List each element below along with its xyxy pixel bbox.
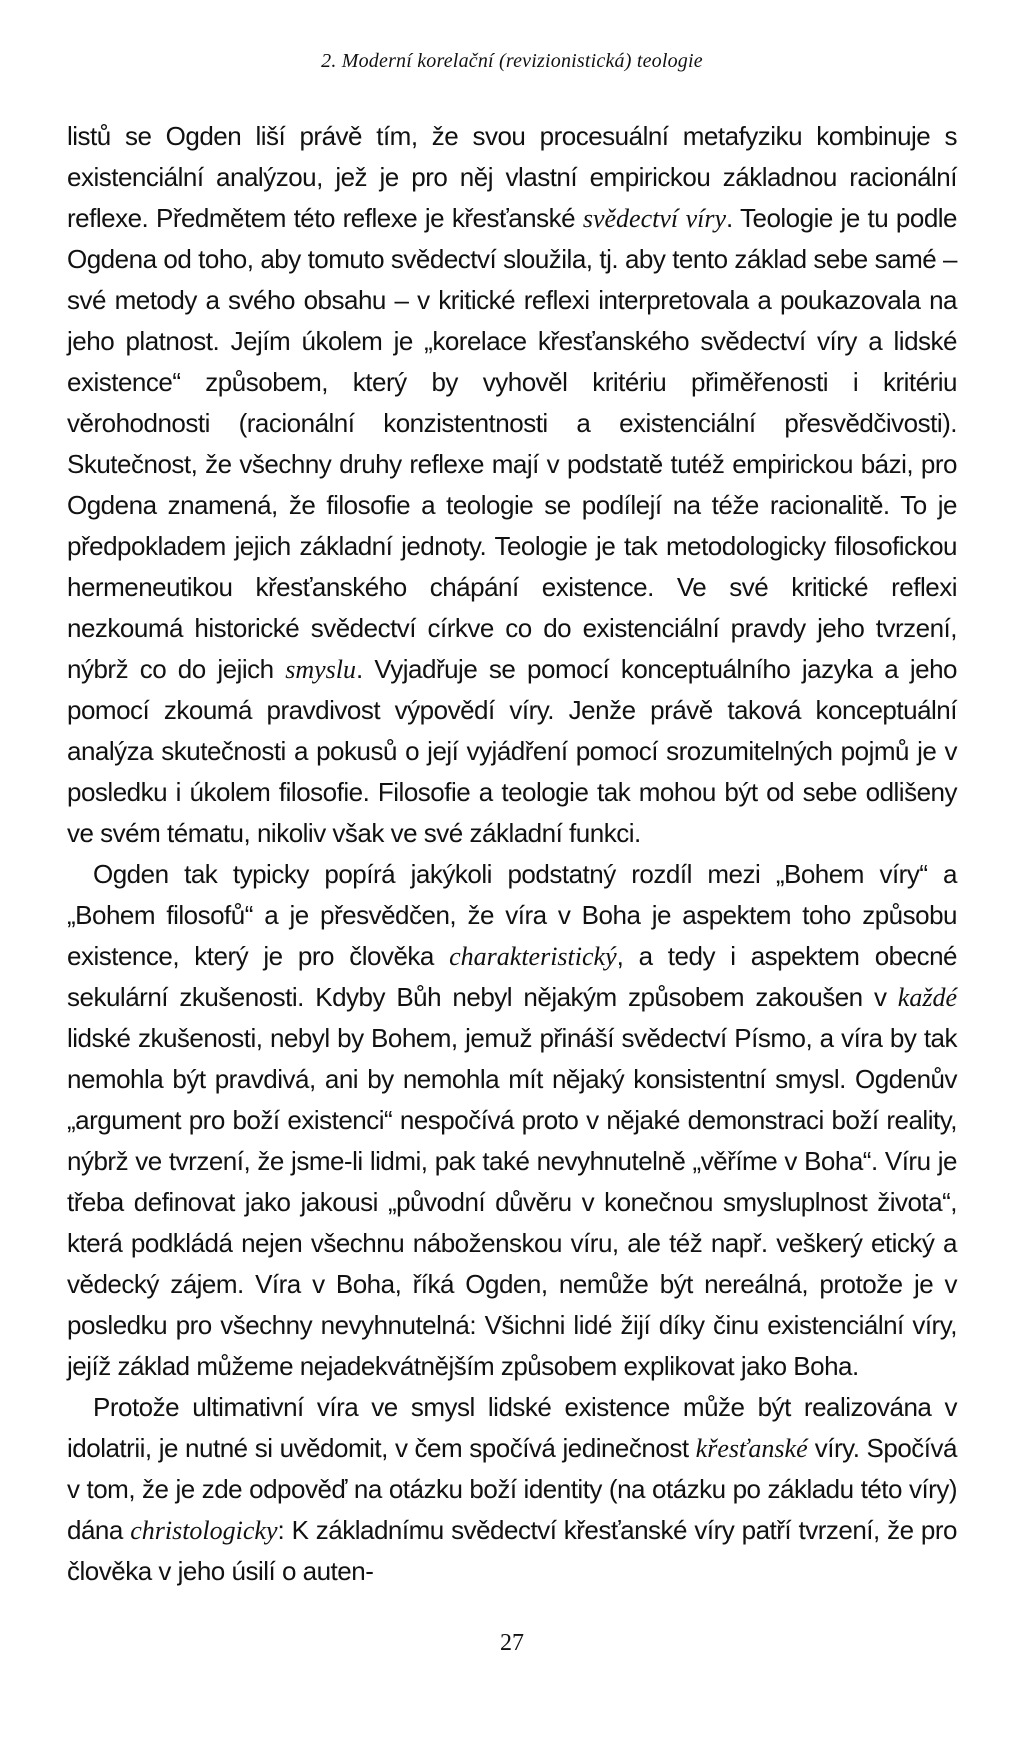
text-segment: . Teologie je tu podle Ogdena od toho, aby tomuto svědectví sloužila, tj. aby tento základ sebe samé – své metody a svého obsahu – v kritické reflexi interpretovala a poukazovala na jeho platnost. Jejím úkolem je „korelace křesťanského svědectví víry a lidské existence“ způsobem, který by vyhověl kritériu přiměřenosti i kritériu věrohodnosti (racionální konzistentnosti a existenciální přesvědčivosti). Skutečnost, že všechny druhy reflexe mají v podstatě tutéž empirickou bázi, pro Ogdena znamená, že filosofie a teologie se podílejí na téže racionalitě. To je předpokladem jejich základní jednoty. Teologie je tak metodologicky filosofickou hermeneutikou křesťanského chápání existence. Ve své kritické reflexi nezkoumá historické svědectví církve co do existenciální pravdy jeho tvrzení, nýbrž co do jejich [67, 203, 958, 684]
emphasis-text: christologicky [130, 1516, 278, 1545]
text-segment: Protože ultimativní víra ve smysl lidské existence může být realizována v idolatrii, je nutné si uvědomit, v čem spočívá jedinečnost [67, 1392, 957, 1463]
emphasis-text: charakteristický [449, 942, 617, 971]
paragraph-3 [67, 1387, 957, 1592]
running-header: 2. Moderní korelační (revizionistická) teologie [321, 50, 703, 72]
text-segment: , a tedy i aspektem obecné sekulární zkušenosti. Kdyby Bůh nebyl nějakým způsobem zakoušen v [67, 941, 957, 1012]
emphasis-text: smyslu [285, 655, 357, 684]
body-text [67, 116, 957, 1592]
page-number: 27 [500, 1630, 524, 1656]
text-segment: víry. Spočívá v tom, že je zde odpověď na otázku boží identity (na otázku po základu této víry) dána [67, 1433, 957, 1545]
emphasis-text: křesťanské [695, 1434, 808, 1463]
text-segment: . Vyjadřuje se pomocí konceptuálního jazyka a jeho pomocí zkoumá pravdivost výpovědí víry. Jenže právě taková konceptuální analýza skutečnosti a pokusů o její vyjádření pomocí srozumitelných pojmů je v posledku i úkolem filosofie. Filosofie a teologie tak mohou být od sebe odlišeny ve svém tématu, nikoliv však ve své základní funkci. [67, 654, 957, 848]
paragraph-2 [67, 854, 957, 1387]
text-segment: listů se Ogden liší právě tím, že svou procesuální metafyziku kombinuje s existenciální analýzou, jež je pro něj vlastní empirickou základnou racionální reflexe. Předmětem této reflexe je křesťanské [67, 121, 957, 233]
text-segment: lidské zkušenosti, nebyl by Bohem, jemuž přináší svědectví Písmo, a víra by tak nemohla být pravdivá, ani by nemohla mít nějaký konsistentní smysl. Ogdenův „argument pro boží existenci“ nespočívá proto v nějaké demonstraci boží reality, nýbrž ve tvrzení, že jsme-li lidmi, pak také nevyhnutelně „věříme v Boha“. Víru je třeba definovat jako jakousi „původní důvěru v konečnou smysluplnost života“, která podkládá nejen všechnu náboženskou víru, ale též např. veškerý etický a vědecký zájem. Víra v Boha, říká Ogden, nemůže být nereálná, protože je v posledku pro všechny nevyhnutelná: Všichni lidé žijí díky činu existenciální víry, jejíž základ můžeme nejadekvátnějším způsobem explikovat jako Boha. [67, 1023, 957, 1381]
paragraph-1 [67, 116, 957, 854]
emphasis-text: svědectví víry [582, 204, 727, 233]
text-segment: Ogden tak typicky popírá jakýkoli podstatný rozdíl mezi „Bohem víry“ a „Bohem filosofů“ a je přesvědčen, že víra v Boha je aspektem toho způsobu existence, který je pro člověka [67, 859, 957, 971]
emphasis-text: každé [897, 983, 957, 1012]
text-segment: : K základnímu svědectví křesťanské víry patří tvrzení, že pro člověka v jeho úsilí o auten- [67, 1515, 957, 1586]
